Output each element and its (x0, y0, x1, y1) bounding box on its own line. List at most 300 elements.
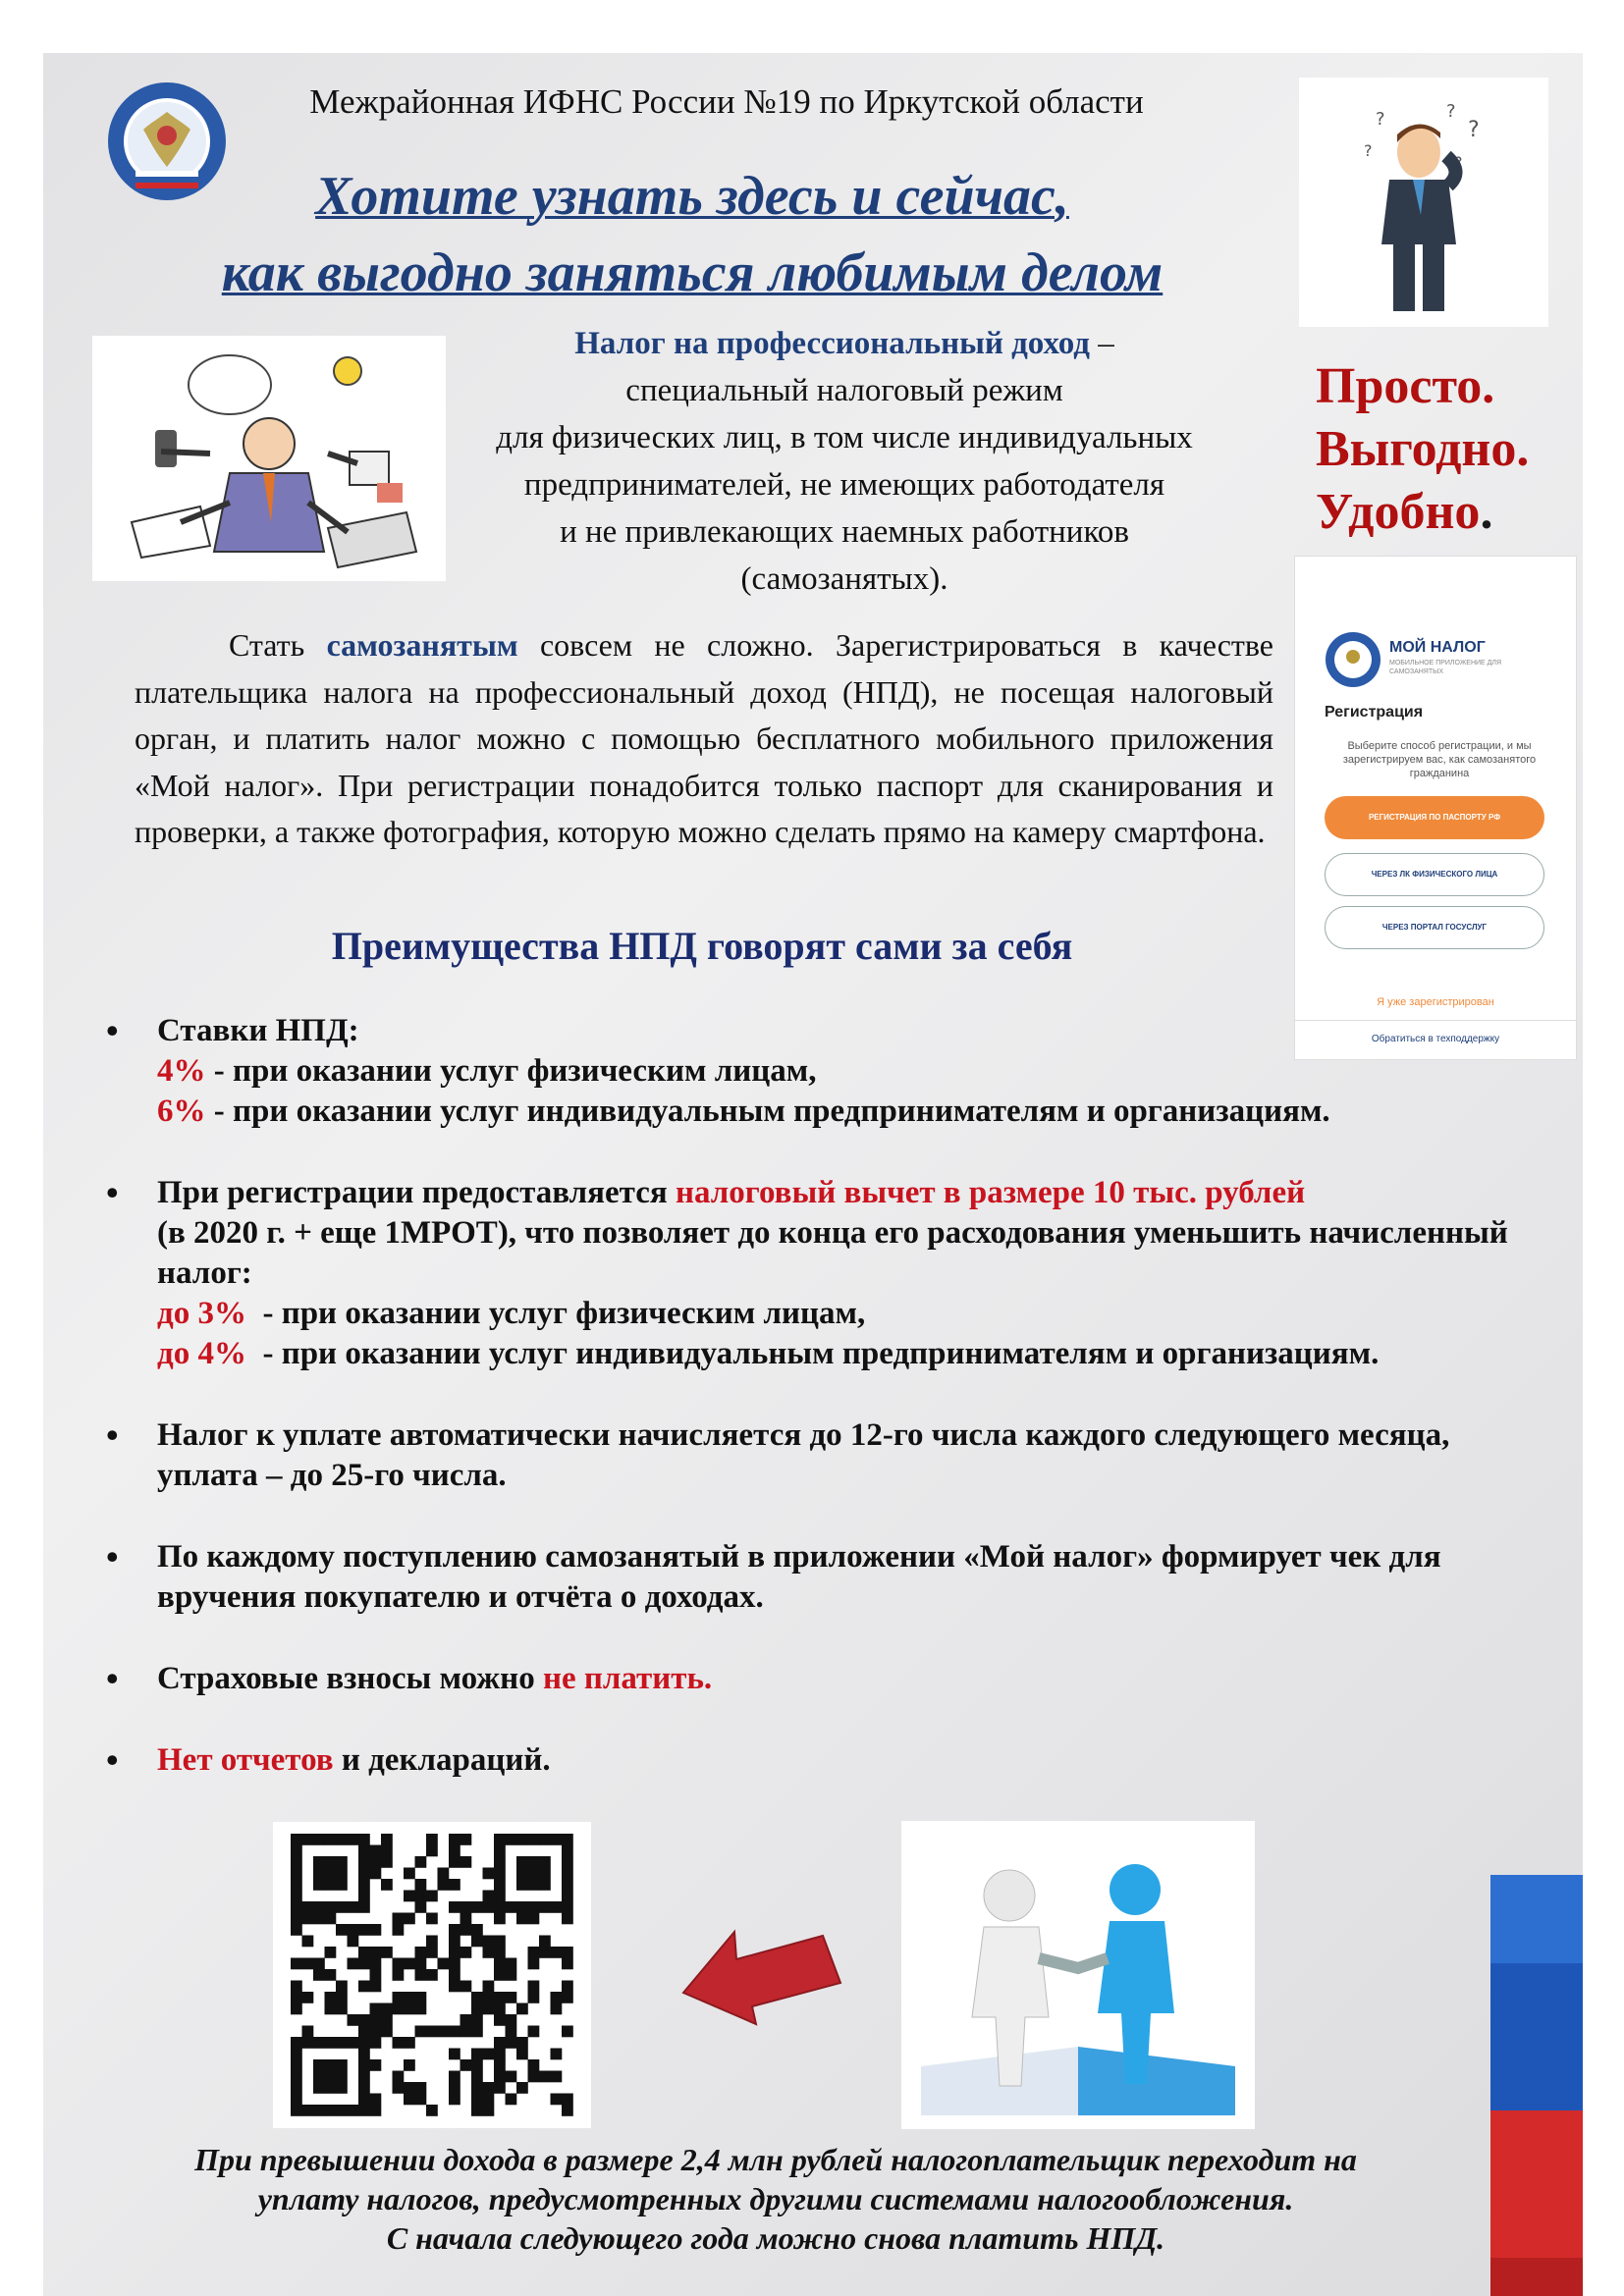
qr-module (449, 1981, 460, 1993)
qr-module (562, 2105, 573, 2116)
intro-line-3: для физических лиц, в том числе индивидуальных (496, 420, 1193, 455)
qr-module (370, 1845, 382, 1857)
reports-text: и деклараций. (333, 1742, 551, 1778)
list-item (98, 1537, 1551, 1618)
qr-module (325, 2059, 337, 2071)
qr-module (539, 1856, 551, 1868)
qr-module (460, 1924, 472, 1936)
qr-module (426, 1834, 438, 1845)
qr-module (506, 2014, 517, 2026)
qr-module (291, 1992, 302, 2003)
qr-module (460, 1947, 472, 1958)
qr-module (562, 1856, 573, 1868)
qr-module (471, 2105, 483, 2116)
qr-module (415, 1891, 427, 1902)
qr-module (291, 1868, 302, 1880)
qr-module (471, 2071, 483, 2083)
footer-note (137, 2140, 1414, 2258)
qr-module (313, 1868, 325, 1880)
qr-module (381, 1834, 393, 1845)
qr-module (370, 2026, 382, 2038)
qr-module (404, 1891, 415, 1902)
qr-module (516, 1913, 528, 1925)
qr-module (404, 2094, 415, 2106)
svg-text:?: ? (1468, 118, 1480, 142)
qr-module (370, 2059, 382, 2071)
qr-module (302, 1936, 314, 1948)
qr-module (449, 1856, 460, 1868)
qr-module (494, 1868, 506, 1880)
qr-module (325, 2037, 337, 2049)
qr-module (449, 1958, 460, 1970)
qr-module (336, 2059, 348, 2071)
qr-module (562, 1901, 573, 1913)
qr-module (562, 1992, 573, 2003)
qr-module (313, 1834, 325, 1845)
qr-module (528, 1981, 540, 1993)
qr-module (449, 2094, 460, 2106)
footer-line-3: С начала следующего года можно снова платить НПД. (386, 2220, 1165, 2256)
qr-module (404, 1913, 415, 1925)
qr-module (370, 1947, 382, 1958)
qr-module (313, 2037, 325, 2049)
qr-module (438, 1879, 450, 1891)
qr-module (325, 2082, 337, 2094)
qr-module (516, 2003, 528, 2015)
qr-module (516, 2037, 528, 2049)
svg-text:?: ? (1446, 101, 1456, 122)
paragraph-part-1: Стать (229, 627, 327, 663)
qr-module (358, 1879, 370, 1891)
qr-module (483, 1936, 495, 1948)
headline-line-1: Хотите узнать здесь и сейчас, (315, 166, 1069, 227)
qr-module (483, 1891, 495, 1902)
qr-module (393, 1924, 405, 1936)
qr-module (358, 2026, 370, 2038)
svg-text:?: ? (1454, 153, 1463, 172)
qr-module (528, 2071, 540, 2083)
qr-module (449, 2071, 460, 2083)
qr-module (449, 2049, 460, 2060)
qr-module (325, 1913, 337, 1925)
qr-module (449, 1969, 460, 1981)
qr-module (460, 2059, 472, 2071)
qr-module (460, 2026, 472, 2038)
qr-module (449, 2082, 460, 2094)
list-item (98, 1011, 1551, 1132)
qr-module (348, 1834, 359, 1845)
qr-module (460, 1981, 472, 1993)
qr-module (404, 1992, 415, 2003)
intro-term: Налог на профессиональный доход (574, 326, 1090, 361)
qr-module (370, 2105, 382, 2116)
qr-module (516, 2082, 528, 2094)
app-title: МОЙ НАЛОГ (1389, 639, 1486, 656)
qr-module (291, 2082, 302, 2094)
register-gosuslugi-button[interactable]: ЧЕРЕЗ ПОРТАЛ ГОСУСЛУГ (1325, 906, 1544, 949)
qr-module (348, 2014, 359, 2026)
qr-module (415, 1901, 427, 1913)
qr-module (313, 2105, 325, 2116)
qr-module (471, 1992, 483, 2003)
qr-module (562, 1981, 573, 1993)
qr-module (370, 1924, 382, 1936)
qr-module (415, 1969, 427, 1981)
rate-percent-1: 4% (157, 1053, 206, 1089)
qr-module (302, 2026, 314, 2038)
qr-module (358, 1981, 370, 1993)
qr-module (358, 1868, 370, 1880)
intro-dash: – (1089, 326, 1114, 361)
qr-module (449, 2026, 460, 2038)
qr-module (325, 1947, 337, 1958)
qr-module (483, 2003, 495, 2015)
qr-module (562, 1891, 573, 1902)
qr-module (291, 1901, 302, 1913)
qr-module (358, 1856, 370, 1868)
qr-module (516, 1879, 528, 1891)
qr-module (291, 1958, 302, 1970)
qr-module (313, 2082, 325, 2094)
qr-module (506, 2037, 517, 2049)
qr-module (336, 1856, 348, 1868)
rate-text-1: - при оказании услуг физическим лицам, (205, 1053, 817, 1089)
list-item (98, 1415, 1551, 1496)
qr-module (516, 1856, 528, 1868)
qr-module (415, 1879, 427, 1891)
qr-module (291, 2094, 302, 2106)
receipt-text: • По каждому поступлению самозанятый в приложении «Мой налог» формирует чек для вручения покупателю и отчёта о доходах. (157, 1539, 1441, 1615)
qr-module (449, 1834, 460, 1845)
qr-module (494, 2071, 506, 2083)
qr-module (539, 1901, 551, 1913)
qr-module (393, 2071, 405, 2083)
qr-module (494, 2014, 506, 2026)
decor-stripe-red-2 (1490, 2258, 1583, 2296)
intro-line-2: специальный налоговый режим (625, 373, 1063, 408)
qr-module (471, 2059, 483, 2071)
qr-module (291, 1856, 302, 1868)
qr-module (562, 1879, 573, 1891)
qr-module (358, 2037, 370, 2049)
slogan-line-2: Выгодно. (1316, 421, 1530, 477)
qr-module (494, 1856, 506, 1868)
qr-module (381, 2014, 393, 2026)
register-passport-button[interactable]: РЕГИСТРАЦИЯ ПО ПАСПОРТУ РФ (1325, 796, 1544, 839)
qr-module (528, 1947, 540, 1958)
qr-module (494, 1845, 506, 1857)
qr-module (426, 2105, 438, 2116)
qr-module (325, 2003, 337, 2015)
qr-module (325, 1879, 337, 1891)
qr-module (528, 1913, 540, 1925)
qr-module (528, 2059, 540, 2071)
qr-module (494, 1958, 506, 1970)
qr-module (449, 1879, 460, 1891)
qr-module (404, 2059, 415, 2071)
qr-module (358, 2071, 370, 2083)
qr-module (393, 2082, 405, 2094)
qr-module (528, 1958, 540, 1970)
qr-module (494, 2037, 506, 2049)
qr-module (381, 1947, 393, 1958)
qr-module (404, 2082, 415, 2094)
qr-module (336, 1981, 348, 1993)
qr-module (471, 2026, 483, 2038)
qr-module (336, 1992, 348, 2003)
qr-module (336, 2003, 348, 2015)
qr-module (528, 1856, 540, 1868)
qr-module (426, 1936, 438, 1948)
qr-module (471, 1901, 483, 1913)
qr-code[interactable] (273, 1822, 591, 2128)
qr-module (415, 2003, 427, 2015)
deduction-rate-text-2: - при оказании услуг индивидуальным предпринимателям и организациям. (245, 1336, 1380, 1371)
qr-module (313, 2059, 325, 2071)
qr-module (460, 1901, 472, 1913)
qr-module (370, 1868, 382, 1880)
qr-module (460, 1856, 472, 1868)
footer-line-1: При превышении дохода в размере 2,4 млн рублей налогоплательщик переходит на (194, 2142, 1357, 2177)
confused-man-illustration (1299, 78, 1548, 327)
qr-module (528, 1901, 540, 1913)
qr-module (528, 1879, 540, 1891)
qr-module (291, 1834, 302, 1845)
qr-module (358, 2094, 370, 2106)
paragraph-term: самозанятым (326, 627, 518, 663)
qr-module (291, 2049, 302, 2060)
already-registered-link[interactable]: Я уже зарегистрирован (1377, 996, 1494, 1008)
rate-text-2: - при оказании услуг индивидуальным предпринимателям и организациям. (205, 1094, 1330, 1129)
qr-module (516, 2049, 528, 2060)
qr-module (471, 1936, 483, 1948)
qr-module (460, 1913, 472, 1925)
qr-module (393, 1913, 405, 1925)
qr-module (370, 2094, 382, 2106)
deduction-highlight: налоговый вычет в размере 10 тыс. рублей (675, 1175, 1306, 1210)
qr-module (370, 1969, 382, 1981)
qr-module (358, 2082, 370, 2094)
list-item (98, 1740, 1551, 1781)
qr-module (449, 1947, 460, 1958)
qr-module (336, 2037, 348, 2049)
qr-module (438, 2026, 450, 2038)
qr-module (415, 2082, 427, 2094)
qr-module (471, 2094, 483, 2106)
qr-module (336, 1834, 348, 1845)
intro-line-5: и не привлекающих наемных работников (560, 514, 1129, 550)
qr-module (551, 1834, 563, 1845)
qr-module (415, 1856, 427, 1868)
qr-module (313, 1879, 325, 1891)
deduction-percent-2: до 4% (157, 1336, 246, 1371)
qr-module (381, 1879, 393, 1891)
qr-module (562, 1947, 573, 1958)
qr-module (358, 2014, 370, 2026)
qr-module (426, 2026, 438, 2038)
qr-module (438, 1958, 450, 1970)
qr-module (483, 2105, 495, 2116)
qr-module (528, 1834, 540, 1845)
qr-module (348, 2037, 359, 2049)
advantages-list (98, 1011, 1551, 1822)
qr-module (415, 1958, 427, 1970)
qr-module (404, 1958, 415, 1970)
intro-line-6: (самозанятых). (740, 561, 948, 597)
qr-module (494, 1947, 506, 1958)
qr-module (494, 1901, 506, 1913)
insurance-text: Страховые взносы можно (157, 1661, 543, 1696)
list-item (98, 1173, 1551, 1374)
qr-module (358, 1901, 370, 1913)
decor-stripe-red (1490, 2110, 1583, 2258)
qr-module (471, 2014, 483, 2026)
qr-module (325, 2071, 337, 2083)
qr-module (370, 2003, 382, 2015)
advantages-title: Преимущества НПД говорят сами за себя (331, 924, 1073, 968)
qr-module (325, 1834, 337, 1845)
qr-module (291, 2105, 302, 2116)
qr-module (381, 2026, 393, 2038)
svg-text:?: ? (1364, 141, 1373, 160)
qr-module (313, 1969, 325, 1981)
qr-module (506, 1969, 517, 1981)
qr-module (471, 1924, 483, 1936)
qr-module (336, 2105, 348, 2116)
qr-module (393, 2037, 405, 2049)
qr-module (516, 1901, 528, 1913)
qr-module (302, 1901, 314, 1913)
qr-module (358, 1947, 370, 1958)
qr-module (415, 2026, 427, 2038)
qr-module (313, 1901, 325, 1913)
support-link[interactable]: Обратиться в техподдержку (1371, 1034, 1500, 1044)
slogan-line-3: Удобно (1316, 484, 1481, 540)
qr-module (325, 1868, 337, 1880)
qr-module (516, 1868, 528, 1880)
qr-module (370, 2037, 382, 2049)
qr-module (483, 1981, 495, 1993)
qr-module (494, 1834, 506, 1845)
app-registration-heading: Регистрация (1325, 704, 1424, 721)
deduction-percent-1: до 3% (157, 1296, 246, 1331)
qr-module (291, 1913, 302, 1925)
headline-line-2: как выгодно заняться любимым делом (221, 242, 1164, 303)
qr-module (302, 2105, 314, 2116)
qr-module (404, 1868, 415, 1880)
qr-module (358, 2105, 370, 2116)
qr-module (291, 2059, 302, 2071)
qr-module (291, 1891, 302, 1902)
qr-module (551, 1947, 563, 1958)
self-employed-paragraph (135, 622, 1273, 856)
qr-module (449, 1901, 460, 1913)
qr-module (358, 2059, 370, 2071)
qr-module (291, 1981, 302, 1993)
qr-module (358, 1891, 370, 1902)
intro-block (452, 320, 1237, 603)
rate-percent-2: 6% (157, 1094, 206, 1129)
register-lk-button[interactable]: ЧЕРЕЗ ЛК ФИЗИЧЕСКОГО ЛИЦА (1325, 853, 1544, 896)
deduction-rate-text-1: - при оказании услуг физическим лицам, (245, 1296, 866, 1331)
qr-module (494, 2003, 506, 2015)
qr-module (516, 1834, 528, 1845)
qr-module (325, 2105, 337, 2116)
qr-module (426, 1947, 438, 1958)
qr-module (539, 1834, 551, 1845)
qr-module (302, 1834, 314, 1845)
qr-module (336, 1901, 348, 1913)
qr-module (471, 2003, 483, 2015)
qr-module (313, 2071, 325, 2083)
arrow-left-icon (676, 1914, 848, 2028)
qr-module (539, 1947, 551, 1958)
qr-module (336, 2071, 348, 2083)
qr-module (302, 1913, 314, 1925)
qr-module (393, 1969, 405, 1981)
qr-module (539, 2071, 551, 2083)
qr-module (381, 1845, 393, 1857)
qr-module (404, 2037, 415, 2049)
qr-module (449, 1936, 460, 1948)
qr-module (562, 1834, 573, 1845)
qr-module (494, 1891, 506, 1902)
qr-module (562, 1913, 573, 1925)
qr-module (415, 1992, 427, 2003)
qr-module (562, 2026, 573, 2038)
qr-module (426, 1913, 438, 1925)
qr-module (494, 2059, 506, 2071)
reports-highlight: Нет отчетов (157, 1742, 334, 1778)
intro-line-4: предпринимателей, не имеющих работодателя (523, 467, 1165, 503)
qr-module (336, 1924, 348, 1936)
qr-module (483, 1868, 495, 1880)
qr-module (506, 1901, 517, 1913)
qr-module (483, 1901, 495, 1913)
qr-module (506, 1958, 517, 1970)
qr-module (370, 2014, 382, 2026)
slogan-line-1: Просто. (1316, 358, 1495, 414)
qr-module (393, 1958, 405, 1970)
qr-module (313, 1958, 325, 1970)
qr-module (483, 2082, 495, 2094)
qr-module (494, 2082, 506, 2094)
qr-module (302, 1992, 314, 2003)
qr-module (551, 2003, 563, 2015)
organization-name: Межрайонная ИФНС России №19 по Иркутской области (309, 82, 1144, 121)
svg-text:?: ? (1376, 109, 1385, 130)
qr-module (426, 1969, 438, 1981)
qr-module (415, 1947, 427, 1958)
qr-module (562, 1845, 573, 1857)
app-registration-desc: Выберите способ регистрации, и мы зарегистрируем вас, как самозанятого гражданина (1342, 740, 1537, 779)
qr-module (348, 1901, 359, 1913)
qr-module (460, 2014, 472, 2026)
qr-module (506, 2094, 517, 2106)
qr-module (370, 1856, 382, 1868)
qr-module (494, 2049, 506, 2060)
qr-module (494, 1936, 506, 1948)
qr-module (358, 1958, 370, 1970)
slogan: Просто. Выгодно. Удобно. (1316, 355, 1529, 544)
qr-module (393, 2003, 405, 2015)
qr-module (358, 1845, 370, 1857)
qr-module (483, 2049, 495, 2060)
qr-module (426, 1845, 438, 1857)
qr-module (506, 1992, 517, 2003)
qr-module (381, 2003, 393, 2015)
qr-module (291, 1845, 302, 1857)
